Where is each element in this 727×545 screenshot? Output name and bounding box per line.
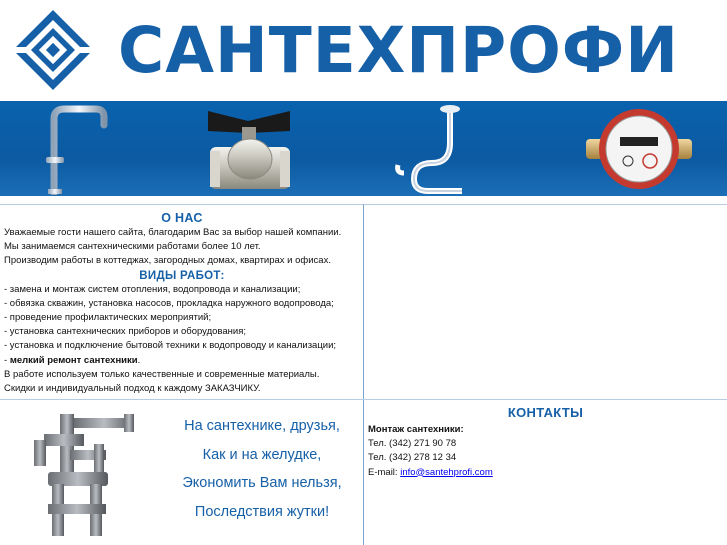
email-label: E-mail:	[368, 466, 401, 478]
service-item: - установка сантехнических приборов и оборудования;	[4, 326, 246, 338]
ball-valve-icon	[200, 103, 300, 195]
logo-icon[interactable]	[4, 10, 102, 90]
service-item: - обвязка скважин, установка насосов, прокладка наружного водопровода;	[4, 297, 334, 309]
content-divider-horizontal	[0, 399, 727, 400]
email-link[interactable]: info@santehprofi.com	[400, 466, 493, 478]
site-header	[0, 0, 727, 101]
about-closing-line: Скидки и индивидуальный подход к каждому ЗАКАЗЧИКУ.	[4, 383, 261, 395]
siphon-icon	[392, 103, 472, 195]
poem-line: На сантехнике, друзья,	[184, 418, 340, 434]
email-line	[368, 466, 723, 480]
product-banner	[0, 101, 727, 196]
faucet-icon	[34, 105, 114, 195]
water-meter-icon	[586, 105, 692, 193]
about-intro-line: Производим работы в коттеджах, загородных домах, квартирах и офисах.	[4, 255, 331, 267]
service-suffix: .	[137, 354, 141, 366]
about-closing-line: В работе используем только качественные и современные материалы.	[4, 368, 320, 380]
about-section	[4, 210, 360, 396]
service-item: - проведение профилактических мероприятий;	[4, 312, 212, 324]
content-divider-vertical	[363, 204, 364, 545]
poem-line: Экономить Вам нельзя,	[182, 475, 342, 491]
services-title: ВИДЫ РАБОТ:	[139, 269, 225, 282]
about-title: О НАС	[161, 211, 203, 225]
service-item	[4, 354, 360, 368]
service-highlight: мелкий ремонт сантехники	[9, 354, 138, 366]
poem-line: Последствия жутки!	[194, 503, 330, 520]
contacts-section	[368, 404, 723, 480]
phone-line: Тел. (342) 271 90 78	[368, 438, 457, 450]
pipe-assembly-icon	[4, 404, 162, 545]
contacts-subtitle-text: Монтаж сантехники:	[368, 424, 464, 435]
poem-line: Как и на желудке,	[202, 446, 322, 463]
service-prefix: -	[4, 354, 10, 366]
about-intro-line: Мы занимаемся сантехническими работами более 10 лет.	[4, 241, 261, 253]
contacts-title: КОНТАКТЫ	[507, 405, 584, 420]
poem	[163, 404, 361, 526]
service-item: - установка и подключение бытовой техники к водопроводу и канализации;	[4, 340, 337, 352]
about-intro-line: Уважаемые гости нашего сайта, благодарим Вас за выбор нашей компании.	[4, 227, 342, 238]
contacts-subtitle	[368, 423, 723, 437]
phone-line: Тел. (342) 278 12 34	[368, 452, 457, 464]
service-item: - замена и монтаж систем отопления, водопровода и канализации;	[4, 283, 301, 295]
brand-name: САНТЕХПРОФИ	[118, 14, 679, 87]
